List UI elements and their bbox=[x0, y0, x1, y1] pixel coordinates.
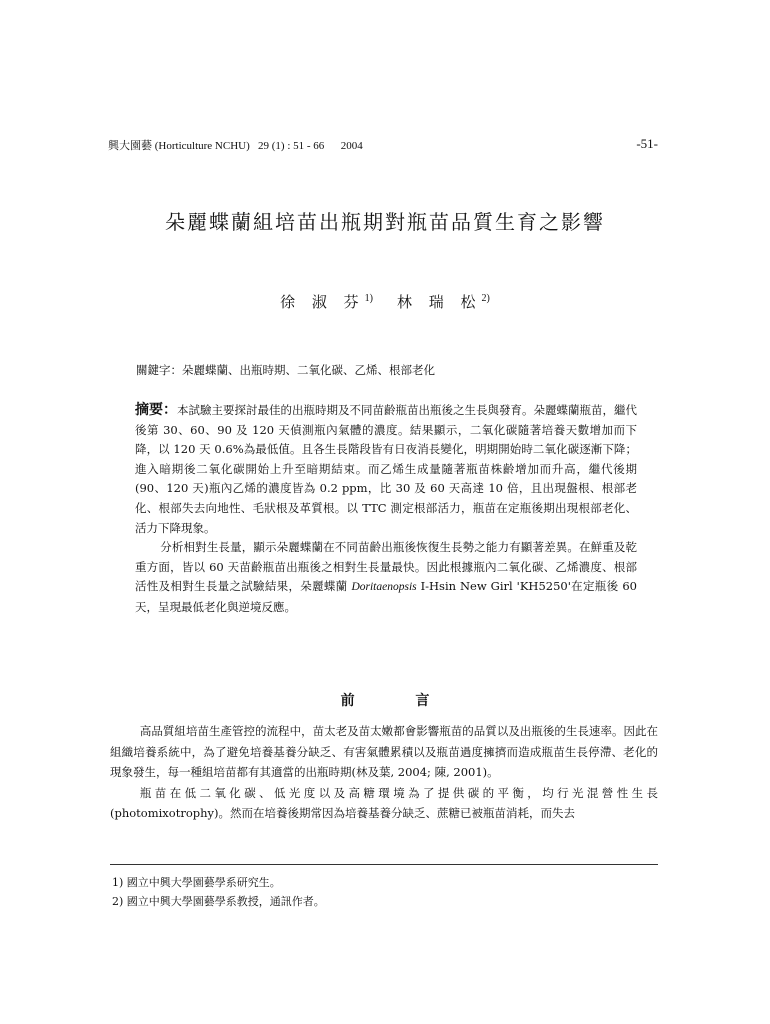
abstract-label: 摘要： bbox=[135, 402, 177, 418]
page-number: -51- bbox=[636, 136, 658, 151]
author-name: 林 瑞 松 bbox=[397, 293, 482, 311]
running-header bbox=[108, 137, 658, 153]
keywords: 關鍵字：朵麗蝶蘭、出瓶時期、二氧化碳、乙烯、根部老化 bbox=[136, 363, 435, 377]
footnotes bbox=[112, 873, 325, 911]
genus-name: Doritaenopsis bbox=[351, 581, 417, 594]
section-heading: 前 言 bbox=[340, 693, 458, 709]
footnote: 1) 國立中興大學園藝學系研究生。 bbox=[112, 876, 281, 889]
abstract bbox=[135, 401, 637, 618]
author-line bbox=[0, 291, 770, 312]
journal-citation: 興大園藝 (Horticulture NCHU) 29 (1) : 51 - 66 2004 bbox=[108, 140, 363, 152]
section-body bbox=[110, 721, 658, 824]
footnote: 2) 國立中興大學園藝學系教授，通訊作者。 bbox=[112, 895, 325, 908]
abstract-text: 本試驗主要探討最佳的出瓶時期及不同苗齡瓶苗出瓶後之生長與發育。朵麗蝶蘭瓶苗，繼代後第 30、60、90 及 120 天偵測瓶內氣體的濃度。結果顯示，二氧化碳隨著培養天數增加而下降，以 120 天 0.6%為最低值。且各生長階段皆有日夜消長變化，明期開始時二氧化碳逐漸下降；進入暗期後二氧化碳開始上升至暗期結束。而乙烯生成量隨著瓶苗株齡增加而升高，繼代後期(90、120 天)瓶內乙烯的濃度皆為 0.2 ppm，比 30 及 60 天高達 10 倍，且出現盤根、根部老化、根部失去向地性、毛狀根及革質根。以 TTC 測定根部活力，瓶苗在定瓶後期出現根部老化、活力下降現象。 bbox=[135, 403, 637, 535]
paper-title: 朵麗蝶蘭組培苗出瓶期對瓶苗品質生育之影響 bbox=[165, 210, 605, 234]
body-paragraph: 高品質組培苗生產管控的流程中，苗太老及苗太嫩都會影響瓶苗的品質以及出瓶後的生長速率。因此在組織培養系統中，為了避免培養基養分缺乏、有害氣體累積以及瓶苗過度擁擠而造成瓶苗生長停滯、老化的現象發生，每一種組培苗都有其適當的出瓶時期(林及葉, 2004; 陳, 2001)。 bbox=[110, 724, 658, 779]
abstract-text: I-Hsin New Girl 'KH5250'在定瓶後 60 天，呈現最低老化與逆境反應。 bbox=[135, 579, 637, 614]
footnote-rule bbox=[110, 864, 658, 865]
author-name: 徐 淑 芬 bbox=[280, 293, 365, 311]
abstract-paragraph bbox=[135, 538, 637, 617]
body-paragraph: 瓶苗在低二氧化碳、低光度以及高糖環境為了提供碳的平衡，均行光混營性生長 (photomixotrophy)。然而在培養後期常因為培養基養分缺乏、蔗糖已被瓶苗消耗，而失去 bbox=[110, 785, 658, 820]
author-note: 1) bbox=[364, 293, 373, 304]
abstract-text: 分析相對生長量，顯示朵麗蝶蘭在不同苗齡出瓶後恢復生長勢之能力有顯著差異。在鮮重及乾重方面，皆以 60 天苗齡瓶苗出瓶後之相對生長量最快。因此根據瓶內二氧化碳、乙烯濃度、根部活性及相對生長量之試驗結果，朵麗蝶蘭 bbox=[135, 540, 637, 594]
abstract-paragraph bbox=[135, 401, 637, 538]
author-note: 2) bbox=[481, 293, 490, 304]
